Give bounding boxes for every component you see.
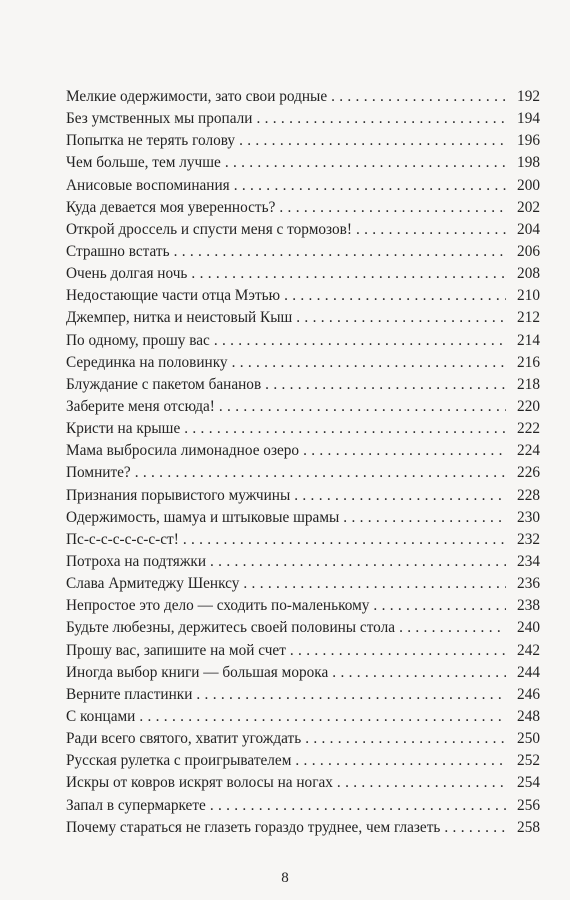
dot-leader — [256, 108, 506, 130]
toc-entry-page: 248 — [517, 707, 540, 725]
toc-entry-title: С концами — [66, 707, 136, 725]
dot-leader — [210, 551, 506, 573]
toc-entry — [66, 197, 540, 219]
toc-entry-title: Джемпер, нитка и неистовый Кыш — [66, 309, 293, 327]
toc-entry — [66, 573, 540, 595]
toc-entry-title: Искры от ковров искрят волосы на ногах — [66, 774, 333, 792]
toc-entry — [66, 640, 540, 662]
toc-entry — [66, 595, 540, 617]
toc-entry-page: 210 — [517, 287, 540, 305]
toc-entry-page: 228 — [517, 486, 540, 504]
dot-leader — [399, 617, 506, 639]
toc-entry — [66, 263, 540, 285]
dot-leader — [337, 772, 506, 794]
toc-entry-title: Недостающие части отца Мэтью — [66, 287, 281, 305]
toc-entry-page: 230 — [517, 508, 540, 526]
toc-entry-page: 250 — [517, 730, 540, 748]
toc-entry-title: Ради всего святого, хватит угождать — [66, 730, 302, 748]
toc-entry — [66, 485, 540, 507]
toc-entry-title: Без умственных мы пропали — [66, 110, 253, 128]
toc-entry-page: 256 — [517, 796, 540, 814]
toc-entry-title: Открой дроссель и спусти меня с тормозов! — [66, 220, 352, 238]
toc-entry-title: Анисовые воспоминания — [66, 176, 230, 194]
toc-entry-page: 214 — [517, 331, 540, 349]
toc-entry — [66, 108, 540, 130]
dot-leader — [183, 529, 506, 551]
toc-entry — [66, 617, 540, 639]
toc-entry-title: Почему стараться не глазеть гораздо труднее, чем глазеть — [66, 818, 441, 836]
toc-entry-page: 254 — [517, 774, 540, 792]
toc-entry-page: 242 — [517, 641, 540, 659]
dot-leader — [331, 86, 506, 108]
toc-entry-title: Запал в супермаркете — [66, 796, 206, 814]
toc-entry — [66, 462, 540, 484]
toc-entry-title: Куда девается моя уверенность? — [66, 198, 276, 216]
toc-entry-page: 224 — [517, 442, 540, 460]
dot-leader — [135, 462, 506, 484]
dot-leader — [444, 817, 506, 839]
toc-entry — [66, 307, 540, 329]
toc-entry-title: Чем больше, тем лучше — [66, 154, 221, 172]
toc-entry — [66, 418, 540, 440]
toc-entry-page: 252 — [517, 752, 540, 770]
toc-entry-page: 218 — [517, 375, 540, 393]
toc-entry-title: По одному, прошу вас — [66, 331, 210, 349]
toc-entry — [66, 330, 540, 352]
dot-leader — [284, 285, 506, 307]
toc-entry — [66, 684, 540, 706]
dot-leader — [279, 197, 506, 219]
toc-entry-page: 194 — [517, 110, 540, 128]
toc-entry-title: Страшно встать — [66, 242, 170, 260]
toc-entry-page: 238 — [517, 597, 540, 615]
toc-entry-page: 232 — [517, 530, 540, 548]
dot-leader — [219, 396, 506, 418]
toc-entry-page: 200 — [517, 176, 540, 194]
toc-entry-page: 202 — [517, 198, 540, 216]
toc-entry-page: 196 — [517, 132, 540, 150]
dot-leader — [210, 795, 506, 817]
table-of-contents — [66, 86, 540, 839]
toc-entry — [66, 795, 540, 817]
dot-leader — [239, 130, 506, 152]
dot-leader — [214, 330, 506, 352]
toc-entry-title: Пс-с-с-с-с-с-с-ст! — [66, 530, 179, 548]
page-number: 8 — [281, 870, 289, 886]
dot-leader — [191, 263, 506, 285]
toc-entry-page: 204 — [517, 220, 540, 238]
dot-leader — [265, 374, 506, 396]
toc-entry-page: 234 — [517, 552, 540, 570]
toc-entry — [66, 529, 540, 551]
toc-entry-title: Будьте любезны, держитесь своей половины стола — [66, 619, 396, 637]
toc-entry-title: Непростое это дело — сходить по-маленькому — [66, 597, 370, 615]
toc-entry-title: Заберите меня отсюда! — [66, 397, 215, 415]
toc-entry-page: 198 — [517, 154, 540, 172]
toc-entry — [66, 772, 540, 794]
toc-entry-title: Мелкие одержимости, зато свои родные — [66, 88, 328, 105]
toc-entry-page: 216 — [517, 353, 540, 371]
toc-entry — [66, 152, 540, 174]
dot-leader — [294, 485, 506, 507]
dot-leader — [290, 640, 506, 662]
toc-entry-title: Одержимость, шамуа и штыковые шрамы — [66, 508, 340, 526]
dot-leader — [356, 219, 506, 241]
toc-entry — [66, 662, 540, 684]
toc-entry-title: Прошу вас, запишите на мой счет — [66, 641, 286, 659]
toc-entry-title: Иногда выбор книги — большая морока — [66, 663, 329, 681]
dot-leader — [243, 573, 506, 595]
dot-leader — [303, 440, 506, 462]
toc-entry-page: 220 — [517, 397, 540, 415]
toc-entry-page: 258 — [517, 818, 540, 836]
toc-entry-page: 236 — [517, 575, 540, 593]
toc-entry — [66, 750, 540, 772]
toc-entry — [66, 507, 540, 529]
toc-entry-page: 222 — [517, 420, 540, 438]
toc-entry-page: 212 — [517, 309, 540, 327]
dot-leader — [373, 595, 506, 617]
toc-entry-title: Мама выбросила лимонадное озеро — [66, 442, 300, 460]
toc-entry-title: Русская рулетка с проигрывателем — [66, 752, 292, 770]
toc-entry — [66, 728, 540, 750]
toc-entry-page: 206 — [517, 242, 540, 260]
toc-entry-title: Очень долгая ночь — [66, 265, 188, 283]
toc-entry-page: 226 — [517, 464, 540, 482]
toc-entry — [66, 551, 540, 573]
toc-entry — [66, 374, 540, 396]
toc-entry — [66, 86, 540, 108]
dot-leader — [343, 507, 506, 529]
toc-entry-page: 244 — [517, 663, 540, 681]
dot-leader — [332, 662, 506, 684]
toc-entry-title: Блуждание с пакетом бананов — [66, 375, 262, 393]
toc-entry — [66, 130, 540, 152]
toc-entry-title: Верните пластинки — [66, 685, 193, 703]
toc-entry — [66, 175, 540, 197]
dot-leader — [232, 352, 506, 374]
toc-entry — [66, 241, 540, 263]
toc-entry-title: Слава Армитеджу Шенксу — [66, 575, 240, 593]
dot-leader — [234, 175, 506, 197]
dot-leader — [184, 418, 506, 440]
toc-entry — [66, 352, 540, 374]
toc-entry — [66, 396, 540, 418]
toc-entry-title: Попытка не терять голову — [66, 132, 236, 150]
dot-leader — [295, 750, 506, 772]
toc-entry — [66, 706, 540, 728]
dot-leader — [174, 241, 506, 263]
dot-leader — [139, 706, 506, 728]
toc-entry — [66, 440, 540, 462]
toc-entry-title: Потроха на подтяжки — [66, 552, 207, 570]
toc-entry-title: Серединка на половинку — [66, 353, 228, 371]
toc-entry-title: Кристи на крыше — [66, 420, 181, 438]
toc-entry — [66, 817, 540, 839]
toc-entry-page: 246 — [517, 685, 540, 703]
dot-leader — [196, 684, 506, 706]
dot-leader — [225, 152, 506, 174]
toc-entry — [66, 285, 540, 307]
toc-entry-page: 240 — [517, 619, 540, 637]
dot-leader — [296, 307, 506, 329]
toc-entry-page: 208 — [517, 265, 540, 283]
toc-entry — [66, 219, 540, 241]
toc-entry-title: Помните? — [66, 464, 131, 482]
toc-entry-title: Признания порывистого мужчины — [66, 486, 291, 504]
dot-leader — [305, 728, 506, 750]
toc-entry-page: 192 — [517, 88, 540, 105]
